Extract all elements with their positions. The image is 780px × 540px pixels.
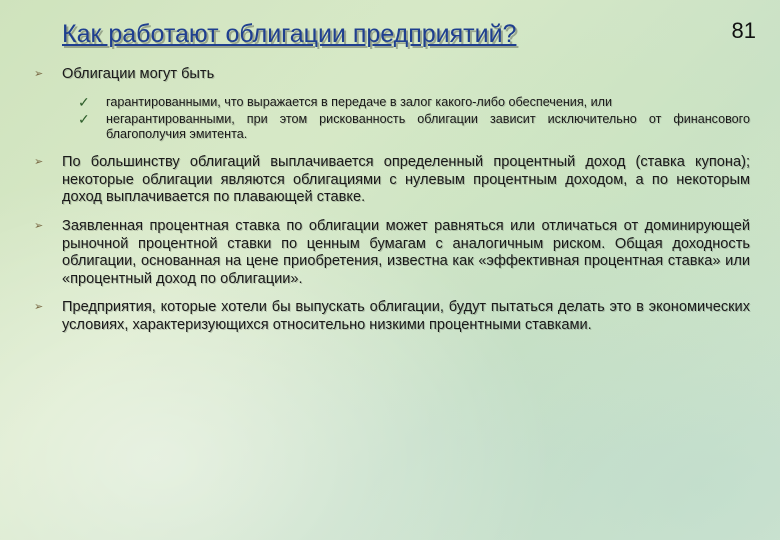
arrowhead-bullet-icon: ➢ <box>34 68 44 80</box>
bullet-text: Облигации могут быть <box>62 66 215 82</box>
checkmark-icon: ✓ <box>78 93 90 110</box>
bullet-text: Заявленная процентная ставка по облигации может равняться или отличаться от доминирующей рыночной процентной ставки по ценным бумагам с аналогичным риском. Общая доходность облигации, основанная на цене приобретения, известна как «эффективная процентная ставка» или «процентный доход по облигации». <box>62 217 750 287</box>
arrowhead-bullet-icon: ➢ <box>34 301 44 314</box>
sub-item-text: гарантированными, что выражается в передаче в залог какого-либо обеспечения, или <box>106 94 613 109</box>
bullet-item <box>34 66 750 84</box>
arrowhead-bullet-icon: ➢ <box>34 219 44 232</box>
bullet-item <box>34 299 750 334</box>
page-number: 81 <box>731 18 756 43</box>
bullet-item <box>34 218 750 288</box>
slide-content <box>34 66 750 346</box>
bullet-item <box>34 154 750 207</box>
bullet-text: Предприятия, которые хотели бы выпускать облигации, будут пытаться делать это в экономических условиях, характеризующихся относительно низкими процентными ставками. <box>62 299 750 333</box>
bullet-text: По большинству облигаций выплачивается определенный процентный доход (ставка купона); некоторые облигации являются облигациями с нулевым процентным доходом, а по некоторым доход выплачивается по плавающей ставке. <box>62 154 750 206</box>
checkmark-icon: ✓ <box>78 110 90 127</box>
arrowhead-bullet-icon: ➢ <box>34 156 44 169</box>
sub-item <box>78 95 750 110</box>
sub-item <box>78 112 750 142</box>
sub-list <box>78 95 750 143</box>
page-title: Как работают облигации предприятий? <box>62 20 517 48</box>
sub-item-text: негарантированными, при этом рискованность облигации зависит исключительно от финансового благополучия эмитента. <box>106 111 750 141</box>
